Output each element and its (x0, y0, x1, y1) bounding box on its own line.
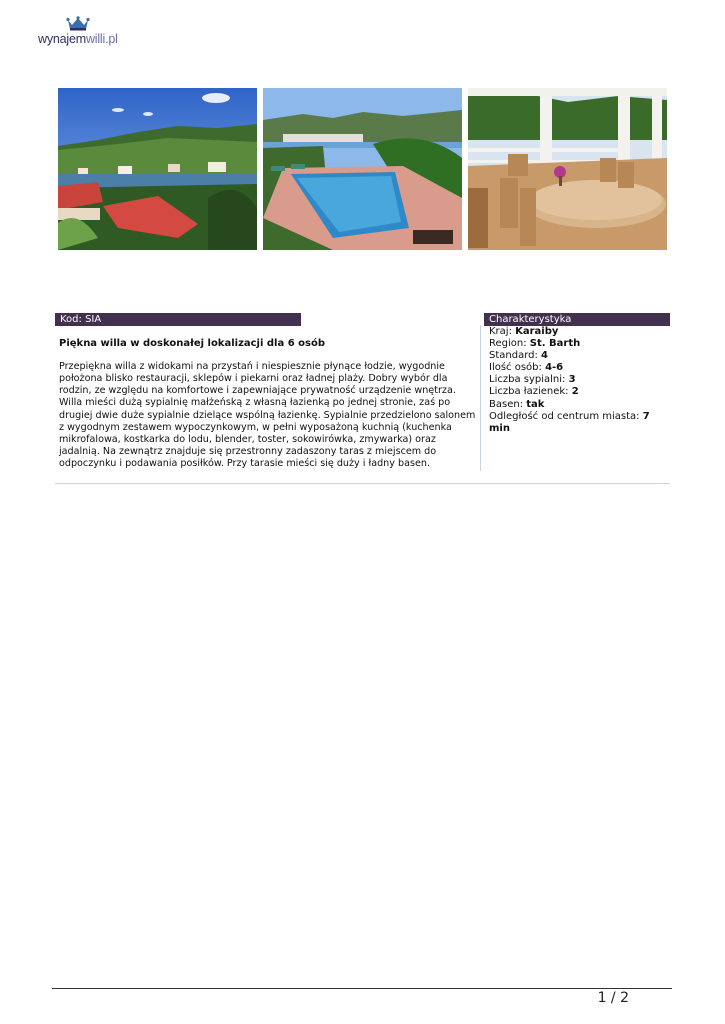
characteristic-value: 7 min (489, 410, 650, 434)
characteristics-header: Charakterystyka (484, 313, 670, 326)
listing-code-bar: Kod: SIA (55, 313, 301, 326)
logo-text-part2: willi.pl (85, 32, 118, 46)
characteristic-pool (489, 399, 669, 411)
characteristic-guests (489, 362, 669, 374)
characteristic-value: 4 (541, 350, 549, 362)
characteristic-label: Liczba sypialni: (489, 374, 569, 386)
terrace-photo[interactable] (468, 88, 667, 250)
pool-photo[interactable] (263, 88, 462, 250)
characteristic-value: 3 (568, 374, 576, 386)
characteristic-label: Region: (489, 338, 530, 350)
listing-title: Piękna willa w doskonałej lokalizacji dla 6 osób (59, 338, 326, 349)
logo-text-part1: wynajem (38, 32, 86, 46)
characteristic-label: Kraj: (489, 326, 516, 337)
characteristic-label: Basen: (489, 398, 527, 410)
characteristic-value: Karaiby (515, 326, 559, 337)
listing-description: Przepiękna willa z widokami na przystań i niespiesznie płynące łodzie, wygodnie położona blisko restauracji, sklepów i piekarni oraz ładnej plaży. Dobry wybór dla rodzin, ze względu na komfortowe i zapewniające prywatność urządzenie wnętrza. Willa mieści dużą sypialnię małżeńską z własną łazienką po jednej stronie, zaś po drugiej dwie duże sypialnie dzielące wspólną łazienkę. Sypialnie przedzielono salonem z wygodnym zestawem wypoczynkowym, w pełni wyposażoną kuchnią (kuchenka mikrofalowa, kostkarka do lodu, blender, toster, sokowirówka, zmywarka) oraz jadalnią. Na zewnątrz znajduje się przestronny zadaszony taras z miejscem do odpoczynku i podawania posiłków. Przy tarasie mieści się duży i ładny basen. (59, 361, 476, 470)
characteristic-bedrooms (489, 374, 669, 386)
column-divider (480, 325, 481, 471)
characteristic-standard (489, 350, 669, 362)
characteristics-list (489, 326, 669, 435)
logo-wordmark (38, 32, 118, 46)
characteristic-label: Ilość osób: (489, 362, 546, 374)
characteristic-value: St. Barth (529, 338, 581, 350)
characteristic-value: tak (526, 398, 545, 410)
section-divider (55, 483, 670, 484)
characteristic-value: 4-6 (545, 362, 564, 374)
characteristic-label: Liczba łazienek: (489, 386, 572, 398)
characteristic-bathrooms (489, 386, 669, 398)
page-number: 1 / 2 (597, 990, 629, 1006)
characteristic-region (489, 338, 669, 350)
footer-rule (52, 988, 672, 989)
characteristic-label: Standard: (489, 350, 542, 362)
characteristic-distance (489, 411, 669, 435)
harbor-view-photo[interactable] (58, 88, 257, 250)
crown-icon (66, 16, 90, 31)
characteristic-label: Odległość od centrum miasta: (489, 410, 643, 422)
site-logo[interactable] (38, 16, 122, 48)
characteristic-country (489, 326, 669, 338)
characteristic-value: 2 (571, 386, 579, 398)
